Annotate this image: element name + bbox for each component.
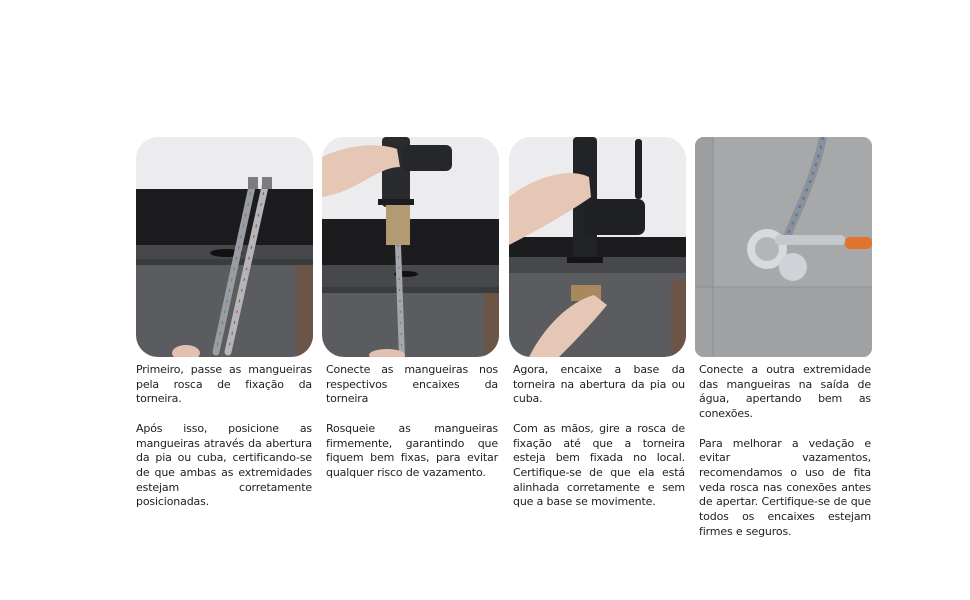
step-4-text xyxy=(695,363,872,539)
step-1-photo xyxy=(136,137,313,357)
faucet-connect-image xyxy=(322,137,499,357)
step-3-photo xyxy=(509,137,686,357)
step-2-photo xyxy=(322,137,499,357)
step-4-photo xyxy=(695,137,872,357)
step-1-paragraph-2: Após isso, posicione as mangueiras através da abertura da pia ou cuba, certificando-se de que ambas as extremidades estejam corretamente posicionadas. xyxy=(136,421,312,509)
step-4 xyxy=(695,137,872,554)
step-1-paragraph-1: Primeiro, passe as mangueiras pela rosca de fixação da torneira. xyxy=(136,363,312,406)
step-2-text xyxy=(322,363,499,481)
step-3-paragraph-2: Com as mãos, gire a rosca de fixação até que a torneira esteja bem fixada no local. Certifique-se de que ela está alinhada corretamente e sem que a base se movimente. xyxy=(513,421,685,509)
faucet-base-image xyxy=(509,137,686,357)
step-1-text xyxy=(136,363,313,510)
step-2-paragraph-1: Conecte as mangueiras nos respectivos encaixes da torneira xyxy=(326,363,498,406)
step-4-paragraph-2: Para melhorar a vedação e evitar vazamentos, recomendamos o uso de fita veda rosca nas conexões antes de apertar. Certifique-se de que todos os encaixes estejam firmes e seguros. xyxy=(699,436,871,538)
sink-hoses-image xyxy=(136,137,313,357)
step-2-paragraph-2: Rosqueie as mangueiras firmemente, garantindo que fiquem bem fixas, para evitar qualquer risco de vazamento. xyxy=(326,421,498,479)
step-1 xyxy=(136,137,313,525)
step-2 xyxy=(322,137,499,495)
step-3-paragraph-1: Agora, encaixe a base da torneira na abertura da pia ou cuba. xyxy=(513,363,685,406)
step-3-text xyxy=(509,363,686,510)
step-4-paragraph-1: Conecte a outra extremidade das mangueiras na saída de água, apertando bem as conexões. xyxy=(699,363,871,421)
step-3 xyxy=(509,137,686,525)
wall-valve-image xyxy=(695,137,872,357)
